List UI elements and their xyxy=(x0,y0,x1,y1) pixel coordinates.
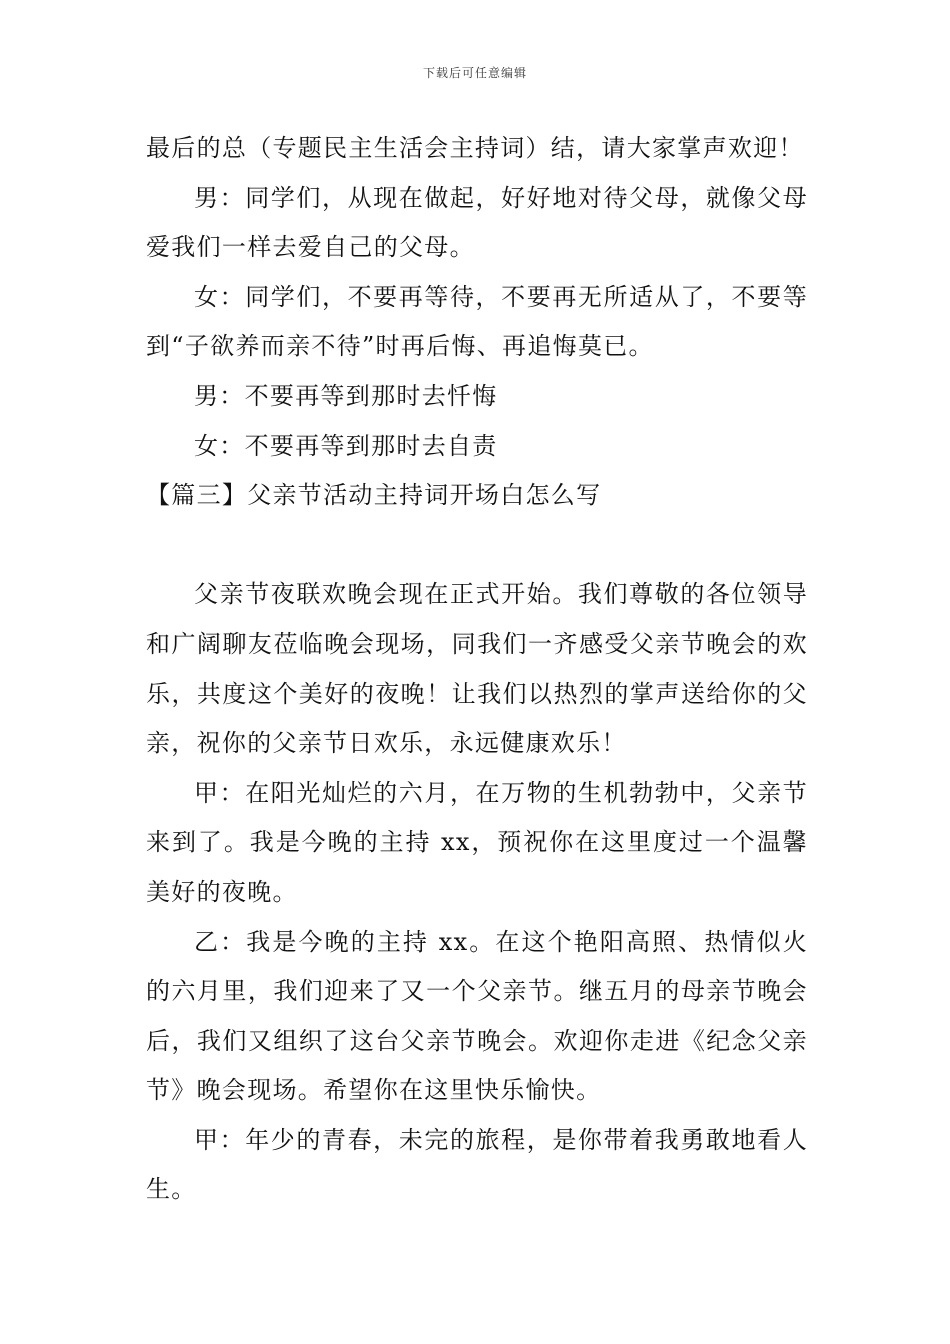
paragraph-male-host-2: 男：不要再等到那时去忏悔 xyxy=(194,381,498,410)
paragraph-closing-line: 最后的总（专题民主生活会主持词）结，请大家掌声欢迎！ xyxy=(146,134,804,162)
paragraph-male-host-1: 男：同学们，从现在做起，好好地对待父母，就像父母爱我们一样去爱自己的父母。 xyxy=(146,183,808,262)
document-body xyxy=(146,124,808,1215)
paragraph-female-host-1: 女：同学们，不要再等待，不要再无所适从了，不要等到“子欲养而亲不待”时再后悔、再追悔莫已。 xyxy=(146,282,808,361)
paragraph-host-yi-1: 乙：我是今晚的主持 xx。在这个艳阳高照、热情似火的六月里，我们迎来了又一个父亲节。继五月的母亲节晚会后，我们又组织了这台父亲节晚会。欢迎你走进《纪念父亲节》晚会现场。希望你在这里快乐愉快。 xyxy=(146,927,808,1105)
section-heading: 【篇三】父亲节活动主持词开场白怎么写 xyxy=(146,481,602,510)
page-header-note: 下载后可任意编辑 xyxy=(422,66,527,80)
paragraph-host-jia-1: 甲：在阳光灿烂的六月，在万物的生机勃勃中，父亲节来到了。我是今晚的主持 xx，预祝你在这里度过一个温馨美好的夜晚。 xyxy=(146,778,808,906)
paragraph-opening: 父亲节夜联欢晚会现在正式开始。我们尊敬的各位领导和广阔聊友莅临晚会现场，同我们一齐感受父亲节晚会的欢乐，共度这个美好的夜晚！让我们以热烈的掌声送给你的父亲，祝你的父亲节日欢乐，永远健康欢乐！ xyxy=(146,580,808,758)
paragraph-host-jia-2: 甲：年少的青春，未完的旅程，是你带着我勇敢地看人生。 xyxy=(146,1125,808,1204)
paragraph-female-host-2: 女：不要再等到那时去自责 xyxy=(194,431,498,460)
